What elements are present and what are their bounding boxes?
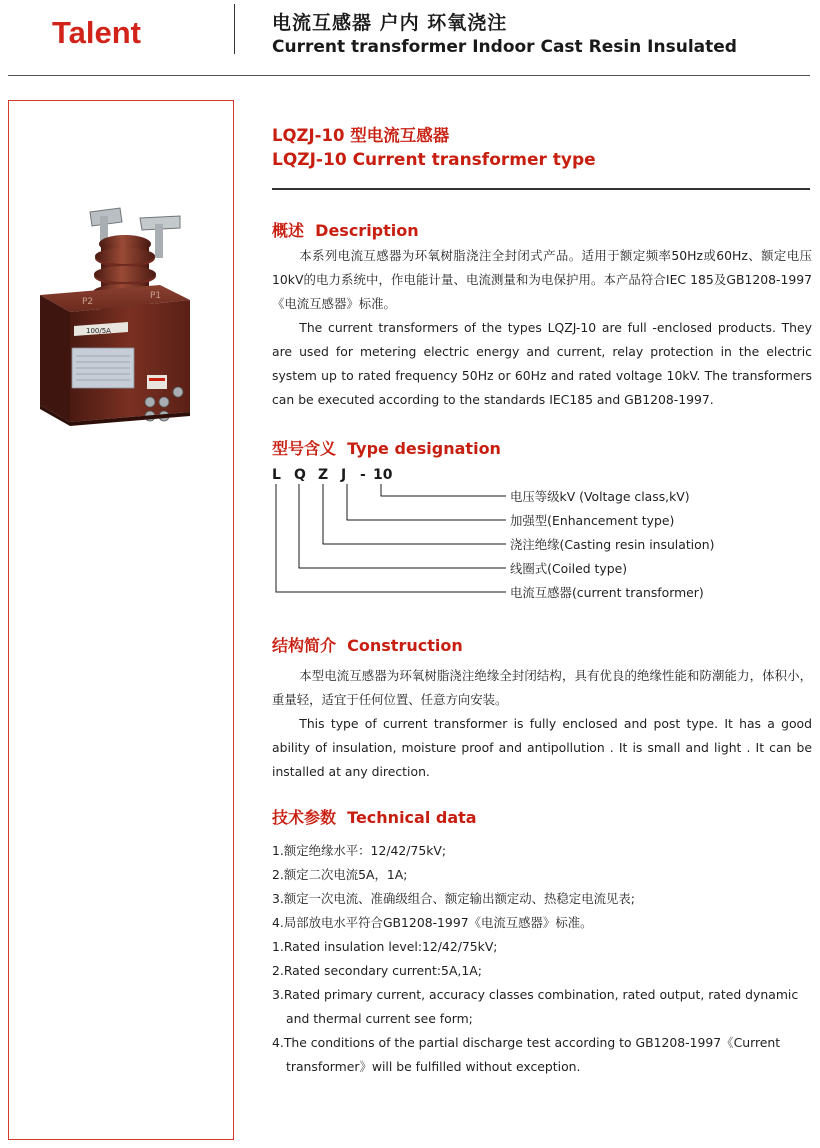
code-letter-l: L — [272, 467, 281, 483]
technical-list — [272, 839, 817, 1079]
technical-item: 1.额定绝缘水平：12/42/75kV; — [272, 843, 447, 858]
type-designation-heading — [272, 436, 501, 459]
construction-para-cn: 本型电流互感器为环氧树脂浇注绝缘全封闭结构，具有优良的绝缘性能和防潮能力，体积小，重量轻，适宜于任何位置、任意方向安装。 — [272, 668, 812, 707]
technical-item: 3.额定一次电流、准确级组合、额定输出额定动、热稳定电流见表; — [272, 891, 635, 906]
type-label-casting: 浇注绝缘(Casting resin insulation) — [510, 537, 715, 552]
description-para-cn: 本系列电流互感器为环氧树脂浇注全封闭式产品。适用于额定频率50Hz或60Hz、额定电压10kV的电力系统中，作电能计量、电流测量和为电保护用。本产品符合IEC 185及GB1208-1997《电流互感器》标准。 — [272, 248, 812, 311]
header-divider — [234, 4, 235, 54]
technical-item: 3.Rated primary current, accuracy classes combination, rated output, rated dynamic and thermal current see form; — [272, 987, 799, 1026]
p1-mark: P1 — [150, 291, 162, 301]
technical-item: 4.The conditions of the partial discharge test according to GB1208-1997《Current transformer》will be fulfilled without exception. — [272, 1035, 781, 1074]
description-heading-en: Description — [315, 221, 419, 240]
type-label-voltage: 电压等级kV (Voltage class,kV) — [510, 489, 690, 504]
technical-heading — [272, 805, 477, 828]
type-label-transformer: 电流互感器(current transformer) — [510, 585, 704, 600]
rating-plate-text: 100/5A — [86, 327, 111, 335]
header-title-cn: 电流互感器 户内 环氧浇注 — [272, 12, 508, 34]
leader-casting — [323, 484, 506, 544]
current-transformer-photo — [30, 200, 210, 440]
leader-transformer — [276, 484, 506, 592]
code-letter-z: Z — [318, 467, 329, 483]
type-label-enhancement: 加强型(Enhancement type) — [510, 513, 675, 528]
p2-mark: P2 — [82, 297, 94, 307]
header-title-en: Current transformer Indoor Cast Resin Insulated — [272, 37, 737, 57]
product-title-en: LQZJ-10 Current transformer type — [272, 150, 596, 170]
code-voltage: 10 — [373, 467, 393, 483]
construction-heading-cn: 结构简介 — [272, 636, 337, 655]
technical-item: 2.Rated secondary current:5A,1A; — [272, 963, 482, 978]
construction-body — [272, 664, 812, 784]
description-heading-cn: 概述 — [272, 221, 305, 240]
technical-heading-cn: 技术参数 — [272, 808, 337, 827]
leader-voltage — [381, 484, 506, 496]
type-designation-heading-cn: 型号含义 — [272, 439, 337, 458]
leader-coiled — [299, 484, 506, 568]
leader-enhancement — [347, 484, 506, 520]
description-body — [272, 244, 812, 412]
title-rule — [272, 188, 810, 190]
technical-item: 4.局部放电水平符合GB1208-1997《电流互感器》标准。 — [272, 915, 593, 930]
description-heading — [272, 218, 419, 241]
code-letter-j: J — [341, 467, 347, 483]
product-title-cn: LQZJ-10 型电流互感器 — [272, 126, 450, 145]
header-rule — [8, 75, 810, 76]
code-letter-q: Q — [294, 467, 306, 483]
construction-para-en: This type of current transformer is fully enclosed and post type. It has a good ability of insulation, moisture proof and antipollution . It is small and light . It can be installed at any direction. — [272, 716, 812, 779]
type-label-coiled: 线圈式(Coiled type) — [510, 561, 628, 576]
technical-item: 1.Rated insulation level:12/42/75kV; — [272, 939, 498, 954]
type-designation-heading-en: Type designation — [347, 439, 501, 458]
technical-heading-en: Technical data — [347, 808, 477, 827]
logo-text: Talent — [52, 15, 141, 50]
talent-logo — [50, 14, 200, 50]
description-para-en: The current transformers of the types LQZJ-10 are full -enclosed products. They are used for metering electric energy and current, relay protection in the electric system up to rated frequency 50Hz or 60Hz and rated voltage 10kV. The transformers can be executed according to the standards IEC185 and GB1208-1997. — [272, 320, 812, 407]
code-dash: - — [360, 467, 366, 483]
construction-heading — [272, 633, 463, 656]
construction-heading-en: Construction — [347, 636, 463, 655]
technical-item: 2.额定二次电流5A，1A; — [272, 867, 408, 882]
